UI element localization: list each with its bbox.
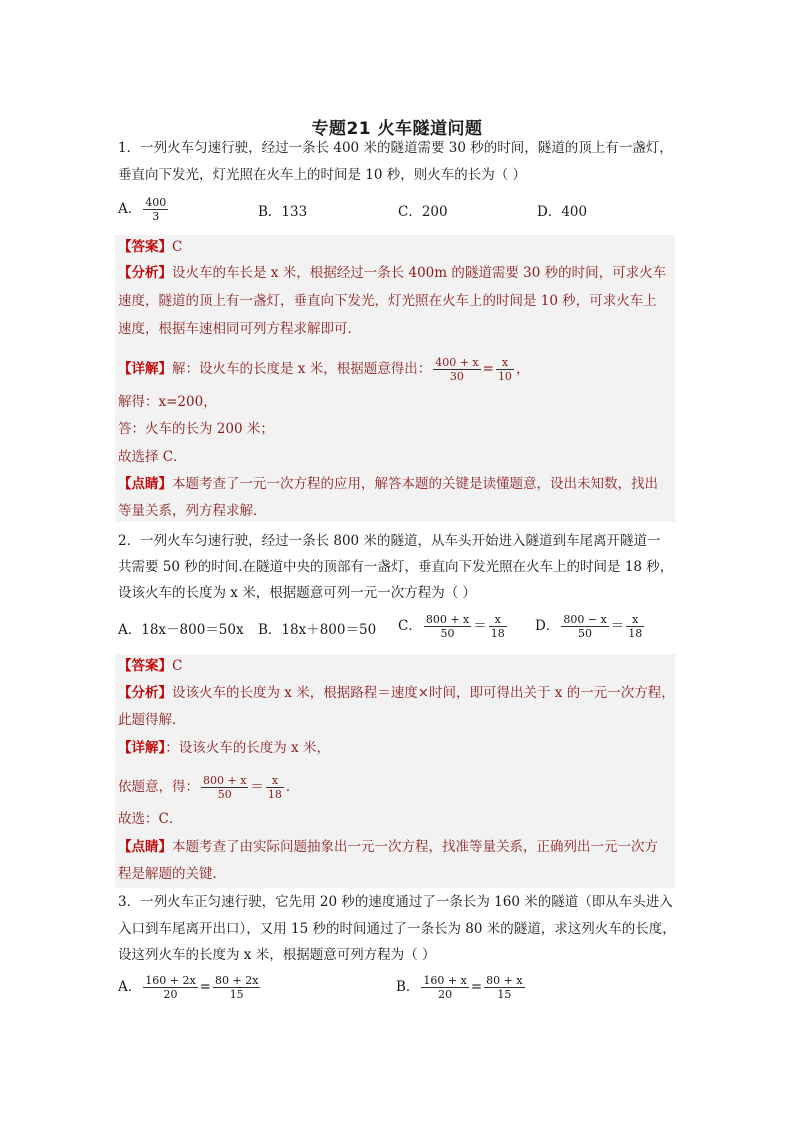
q3-option-a-right-denominator: 15 [229, 988, 244, 1001]
q2-answer-tag: 【答案】 [118, 658, 172, 674]
q2-analysis-line-2: 此题得解． [118, 712, 186, 728]
q2-option-d-left-numerator: 800 − x [563, 613, 607, 626]
q2-option-d-label: D． [535, 618, 560, 634]
q2-option-d-left-fraction [561, 613, 608, 640]
q3-option-b-right-fraction [484, 974, 524, 1001]
q3-option-b-left-denominator: 20 [438, 988, 453, 1001]
q2-option-c [398, 613, 509, 640]
q2-option-d-right-denominator: 18 [628, 627, 643, 640]
q1-line-1: 1．一列火车匀速行驶，经过一条长 400 米的隧道需要 30 秒的时间，隧道的顶上有一盏灯， [118, 140, 673, 156]
q2-detail-right-numerator: x [266, 774, 284, 788]
q2-option-d-left-denominator: 50 [578, 627, 593, 640]
q2-answer-value: C [172, 658, 183, 674]
q1-option-a-fraction [143, 196, 168, 223]
q1-detail-tag: 【详解】 [118, 361, 172, 377]
q2-detail-right-fraction [266, 774, 284, 801]
q1-option-a-denominator: 3 [152, 210, 160, 223]
q3-option-a [118, 974, 262, 1001]
q2-option-c-right-fraction [489, 613, 507, 640]
q3-option-b-right-denominator: 15 [497, 988, 512, 1001]
q2-option-c-left-denominator: 50 [440, 627, 455, 640]
q1-detail-right-denominator: 10 [497, 370, 512, 383]
q3-option-a-left-numerator: 160 + 2x [145, 974, 196, 987]
q1-comment-line-1 [118, 475, 658, 493]
q1-comment-line-2: 等量关系，列方程求解． [118, 503, 267, 519]
q1-detail-left-numerator: 400 + x [435, 356, 479, 369]
q1-option-a-label: A． [118, 201, 142, 217]
q3-option-b-label: B． [396, 979, 420, 995]
page-title: 专题21 火车隧道问题 [311, 119, 483, 139]
q3-option-b-equals: = [470, 979, 483, 995]
q1-option-a [118, 196, 170, 223]
q2-detail-right-denominator: 18 [267, 788, 282, 801]
q2-option-c-right-denominator: 18 [490, 627, 505, 640]
q3-option-a-right-numerator: 80 + 2x [214, 974, 259, 987]
q3-option-a-label: A． [118, 979, 142, 995]
q2-detail-end: ． [285, 779, 300, 795]
q1-detail-right-fraction [496, 356, 514, 383]
q2-detail-text: ：设该火车的长度为 x 米， [165, 740, 330, 756]
q2-detail-line [118, 739, 330, 757]
q2-line-2: 共需要 50 秒的时间.在隧道中央的顶部有一盏灯，垂直向下发光照在火车上的时间是 18 秒， [118, 559, 674, 575]
q2-option-d-right-fraction [626, 613, 644, 640]
q1-detail-right-numerator: x [496, 356, 514, 370]
q2-option-d-right-numerator: x [626, 613, 644, 627]
q2-comment-text-1: 本题考查了由实际问题抽象出一元一次方程，找准等量关系，正确列出一元一次方 [172, 839, 658, 855]
q1-answer-tag: 【答案】 [118, 239, 172, 255]
q1-reply-line: 答：火车的长为 200 米； [118, 421, 274, 437]
q2-option-c-label: C． [398, 618, 422, 634]
q1-answer [118, 238, 182, 256]
q2-analysis-text-1: 设该火车的长度为 x 米，根据路程＝速度×时间，即可得出关于 x 的一元一次方程， [172, 685, 675, 701]
q2-comment-line-2: 程是解题的关键． [118, 866, 226, 882]
q2-detail-equals: ＝ [250, 779, 264, 795]
q1-detail-left-fraction [433, 356, 480, 383]
q2-option-c-left-fraction [424, 613, 471, 640]
q1-solve-line: 解得：x=200， [118, 394, 217, 410]
q2-detail-tag: 【详解】 [118, 740, 166, 756]
q1-line-2: 垂直向下发光，灯光照在火车上的时间是 10 秒，则火车的长为（ ） [118, 167, 527, 183]
q2-option-b: B．18x＋800＝50 [258, 622, 377, 638]
q1-analysis-line-1 [118, 264, 666, 282]
q1-choose-line: 故选择 C． [118, 449, 187, 465]
q1-detail-end: ， [515, 361, 530, 377]
q2-option-c-equals: ＝ [473, 618, 487, 634]
q2-choose-line: 故选：C． [118, 811, 183, 827]
q2-analysis-tag: 【分析】 [118, 685, 172, 701]
q2-detail-left-denominator: 50 [217, 788, 232, 801]
q3-option-b [396, 974, 527, 1001]
q1-comment-text-1: 本题考查了一元一次方程的应用，解答本题的关键是读懂题意，设出未知数，找出 [172, 476, 658, 492]
q3-line-1: 3．一列火车正匀速行驶，它先用 20 秒的速度通过了一条长为 160 米的隧道（即从车头进入 [118, 894, 673, 910]
q2-line-3: 设该火车的长度为 x 米，根据题意可列一元一次方程为（ ） [118, 585, 476, 601]
q3-option-b-right-numerator: 80 + x [486, 974, 523, 987]
q2-analysis-line-1 [118, 684, 675, 702]
q1-option-c: C．200 [398, 204, 448, 220]
q2-option-c-right-numerator: x [489, 613, 507, 627]
q1-analysis-text-1: 设火车的车长是 x 米，根据经过一条长 400m 的隧道需要 30 秒的时间，可求火车 [172, 265, 667, 281]
q3-option-a-equals: = [199, 979, 211, 995]
q2-option-d [535, 613, 646, 640]
q2-answer [118, 657, 182, 675]
q2-option-a: A．18x－800＝50x [118, 622, 244, 638]
q2-detail-equation [118, 774, 299, 801]
q3-line-2: 入口到车尾离开出口），又用 15 秒的时间通过了一条长为 80 米的隧道，求这列火车的长度， [118, 921, 676, 937]
q2-detail-left-fraction [201, 774, 248, 801]
q1-detail-left-denominator: 30 [449, 370, 464, 383]
q3-option-a-left-fraction [143, 974, 197, 1001]
q3-option-a-left-denominator: 20 [163, 988, 178, 1001]
q1-option-b: B．133 [258, 204, 308, 220]
q3-option-a-right-fraction [213, 974, 260, 1001]
q1-comment-tag: 【点睛】 [118, 476, 172, 492]
q1-detail-text: 解：设火车的长度是 x 米，根据题意得出： [172, 361, 432, 377]
q2-line-1: 2．一列火车匀速行驶，经过一条长 800 米的隧道，从车头开始进入隧道到车尾离开隧道一 [118, 533, 661, 549]
q1-answer-value: C [172, 239, 183, 255]
q3-option-b-left-fraction [421, 974, 468, 1001]
q1-analysis-tag: 【分析】 [118, 265, 172, 281]
q2-comment-tag: 【点睛】 [118, 839, 172, 855]
q2-option-c-left-numerator: 800 + x [425, 613, 470, 626]
q1-analysis-line-3: 速度，根据车速相同可列方程求解即可． [118, 321, 361, 337]
q1-detail-line: 【详解】解：设火车的长度是 x 米，根据题意得出： $\frac{400 + x}{30}$ = $\frac{x}{10}$ ， [118, 356, 530, 383]
q2-detail-left-numerator: 800 + x [203, 774, 247, 787]
q1-option-d: D．400 [537, 204, 588, 220]
q3-option-b-left-numerator: 160 + x [423, 974, 467, 987]
q3-line-3: 设这列火车的长度为 x 米，根据题意可列方程为（ ） [118, 947, 436, 963]
q1-analysis-line-2: 速度，隧道的顶上有一盏灯，垂直向下发光，灯光照在火车上的时间是 10 秒，可求火车上 [118, 293, 657, 309]
q2-option-d-equals: ＝ [610, 618, 625, 634]
q2-comment-line-1 [118, 838, 658, 856]
q1-option-a-numerator: 400 [145, 196, 167, 209]
q2-detail-eq-intro: 依题意，得： [118, 779, 199, 795]
